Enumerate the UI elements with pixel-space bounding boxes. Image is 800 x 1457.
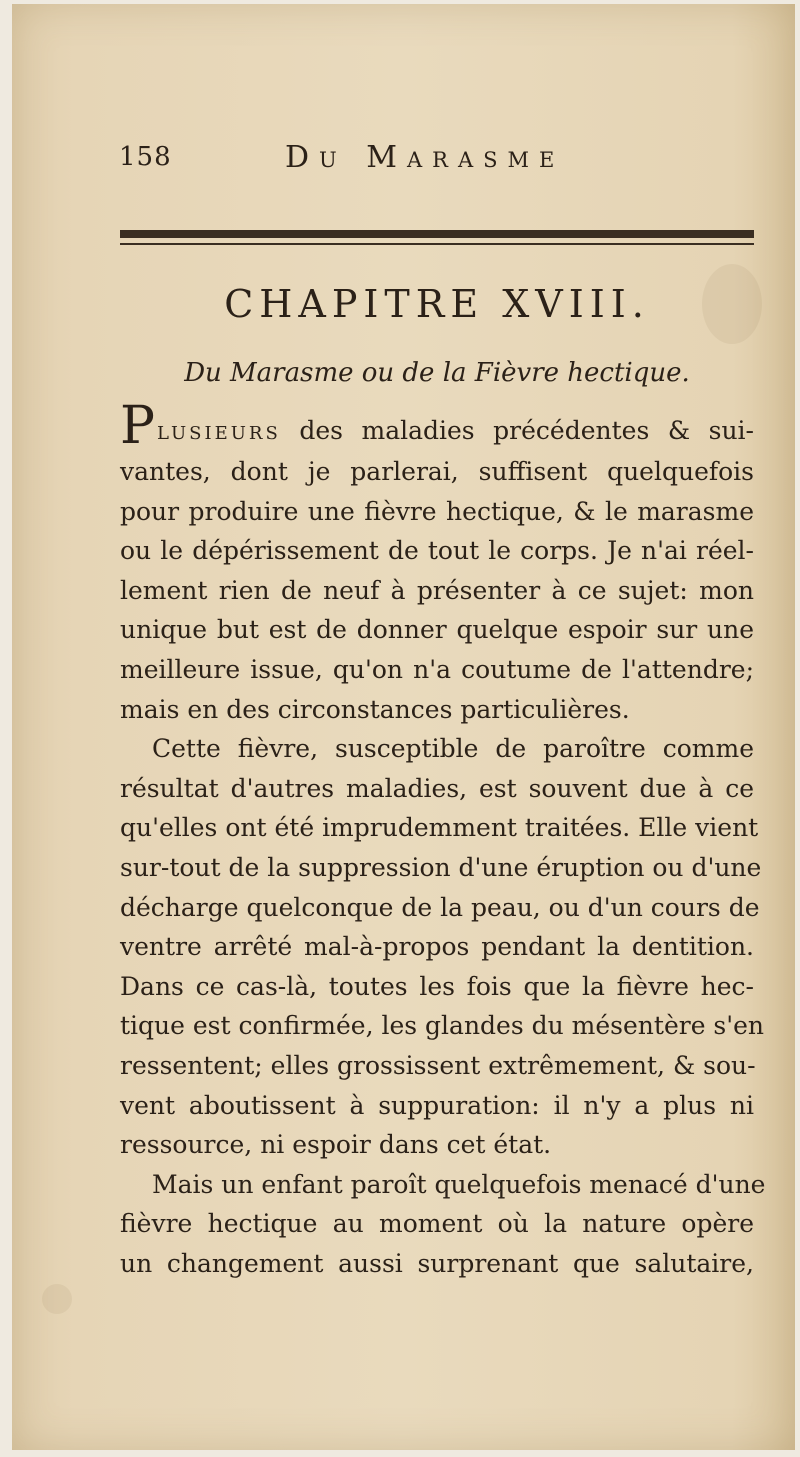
paper-stain [42, 1284, 72, 1314]
text-line: décharge quelconque de la peau, ou d'un cours de [120, 892, 760, 922]
text-line: un changement aussi surprenant que salutaire, [120, 1248, 754, 1278]
line-text: des maladies précédentes & sui- [280, 416, 754, 445]
header-rule-thick [120, 230, 754, 238]
text-line: tique est confirmée, les glandes du mésentère s'en [120, 1011, 765, 1041]
drop-cap: P [120, 396, 155, 456]
text-line: mais en des circonstances particulières. [120, 694, 630, 724]
text-line: pour produire une fièvre hectique, & le marasme [120, 496, 754, 526]
text-line: ou le dépérissement de tout le corps. Je n'ai réel- [120, 536, 754, 566]
body-text [120, 396, 766, 1283]
text-line: Cette fièvre, susceptible de paroître comme [152, 734, 754, 764]
text-line: Dans ce cas-là, toutes les fois que la fièvre hec- [120, 971, 754, 1001]
text-line: ventre arrêté mal-à-propos pendant la dentition. [120, 932, 754, 962]
text-line: ressentent; elles grossissent extrêmement, & sou- [120, 1050, 756, 1080]
text-line: lement rien de neuf à présenter à ce sujet: mon [120, 575, 754, 605]
text-line: qu'elles ont été imprudemment traitées. Elle vient [120, 813, 759, 843]
text-line: résultat d'autres maladies, est souvent due à ce [120, 773, 754, 803]
paragraph-1 [120, 396, 754, 729]
header-rule-thin [120, 243, 754, 245]
text-line: meilleure issue, qu'on n'a coutume de l'attendre; [120, 654, 754, 684]
chapter-title: CHAPITRE XVIII. [224, 282, 650, 326]
text-line: vantes, dont je parlerai, suffisent quelquefois [120, 457, 754, 486]
running-head [115, 140, 755, 180]
text-line: fièvre hectique au moment où la nature opère [120, 1209, 754, 1239]
text-line: sur-tout de la suppression d'une éruption ou d'une [120, 852, 762, 882]
text-line: vent aboutissent à suppuration: il n'y a plus ni [120, 1090, 754, 1120]
paragraph-2 [120, 729, 765, 1165]
text-line [120, 396, 754, 456]
running-title: Du Marasme [285, 140, 565, 175]
text-line: Mais un enfant paroît quelquefois menacé d'une [152, 1169, 766, 1199]
chapter-subtitle: Du Marasme ou de la Fièvre hectique. [184, 358, 690, 388]
first-word-rest: lusieurs [157, 416, 281, 445]
text-line: unique but est de donner quelque espoir sur une [120, 615, 754, 645]
paragraph-3 [120, 1165, 766, 1284]
text-line: ressource, ni espoir dans cet état. [120, 1130, 552, 1160]
page-number: 158 [119, 142, 172, 172]
